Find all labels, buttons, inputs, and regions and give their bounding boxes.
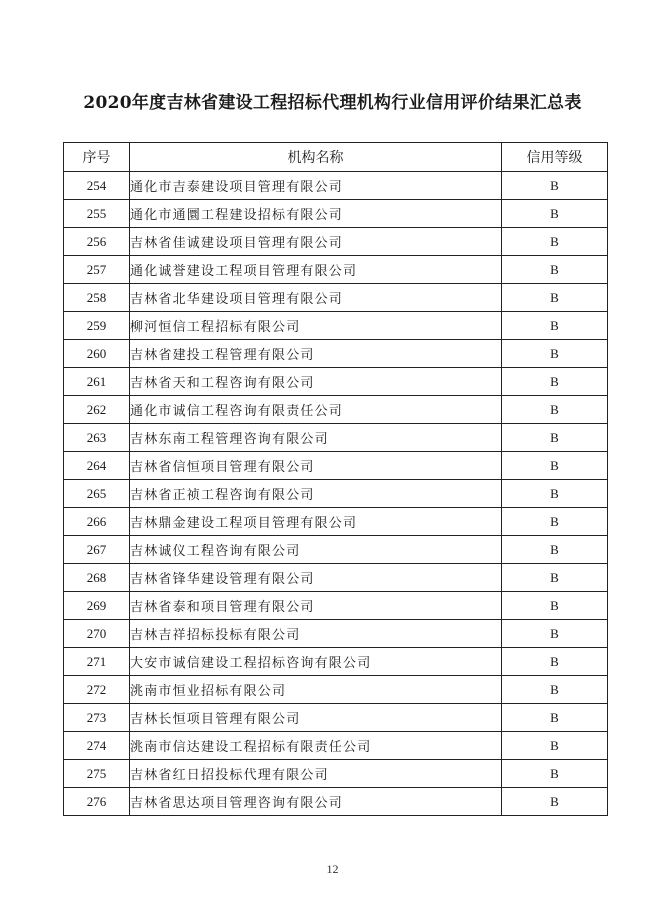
table-row: [64, 396, 608, 424]
organization-name-cell: 吉林长恒项目管理有限公司: [130, 704, 502, 732]
credit-grade-cell: B: [502, 424, 608, 452]
table-row: [64, 424, 608, 452]
organization-name-cell: 吉林省佳诚建设项目管理有限公司: [130, 228, 502, 256]
credit-grade-cell: B: [502, 760, 608, 788]
table-row: [64, 172, 608, 200]
serial-number-cell: 263: [64, 424, 130, 452]
credit-grade-cell: B: [502, 452, 608, 480]
serial-number-cell: 261: [64, 368, 130, 396]
serial-number-cell: 271: [64, 648, 130, 676]
serial-number-cell: 257: [64, 256, 130, 284]
serial-number-cell: 274: [64, 732, 130, 760]
header-credit-grade: 信用等级: [502, 143, 608, 172]
organization-name-cell: 洮南市信达建设工程招标有限责任公司: [130, 732, 502, 760]
organization-name-cell: 吉林省建投工程管理有限公司: [130, 340, 502, 368]
credit-grade-cell: B: [502, 648, 608, 676]
serial-number-cell: 262: [64, 396, 130, 424]
credit-grade-cell: B: [502, 564, 608, 592]
serial-number-cell: 267: [64, 536, 130, 564]
serial-number-cell: 266: [64, 508, 130, 536]
credit-grade-cell: B: [502, 508, 608, 536]
credit-grade-cell: B: [502, 536, 608, 564]
table-row: [64, 200, 608, 228]
organization-name-cell: 吉林省天和工程咨询有限公司: [130, 368, 502, 396]
table-row: [64, 536, 608, 564]
serial-number-cell: 259: [64, 312, 130, 340]
credit-grade-cell: B: [502, 368, 608, 396]
credit-rating-table: [63, 142, 608, 816]
credit-grade-cell: B: [502, 340, 608, 368]
serial-number-cell: 265: [64, 480, 130, 508]
credit-grade-cell: B: [502, 480, 608, 508]
organization-name-cell: 吉林东南工程管理咨询有限公司: [130, 424, 502, 452]
table-row: [64, 620, 608, 648]
organization-name-cell: 大安市诚信建设工程招标咨询有限公司: [130, 648, 502, 676]
document-title: 2020年度吉林省建设工程招标代理机构行业信用评价结果汇总表: [83, 93, 582, 113]
credit-grade-cell: B: [502, 256, 608, 284]
table-row: [64, 564, 608, 592]
table-row: [64, 368, 608, 396]
table-row: [64, 788, 608, 816]
credit-grade-cell: B: [502, 200, 608, 228]
organization-name-cell: 吉林鼎金建设工程项目管理有限公司: [130, 508, 502, 536]
table-row: [64, 256, 608, 284]
serial-number-cell: 270: [64, 620, 130, 648]
organization-name-cell: 通化诚誉建设工程项目管理有限公司: [130, 256, 502, 284]
serial-number-cell: 269: [64, 592, 130, 620]
organization-name-cell: 通化市吉泰建设项目管理有限公司: [130, 172, 502, 200]
organization-name-cell: 吉林省信恒项目管理有限公司: [130, 452, 502, 480]
table-row: [64, 704, 608, 732]
organization-name-cell: 吉林省泰和项目管理有限公司: [130, 592, 502, 620]
table-row: [64, 648, 608, 676]
organization-name-cell: 吉林省红日招投标代理有限公司: [130, 760, 502, 788]
credit-grade-cell: B: [502, 284, 608, 312]
table-row: [64, 452, 608, 480]
table-row: [64, 480, 608, 508]
serial-number-cell: 273: [64, 704, 130, 732]
table-row: [64, 676, 608, 704]
organization-name-cell: 吉林诚仪工程咨询有限公司: [130, 536, 502, 564]
serial-number-cell: 258: [64, 284, 130, 312]
table-row: [64, 592, 608, 620]
table-row: [64, 284, 608, 312]
credit-grade-cell: B: [502, 228, 608, 256]
organization-name-cell: 吉林省锋华建设管理有限公司: [130, 564, 502, 592]
table-row: [64, 228, 608, 256]
organization-name-cell: 通化市通圜工程建设招标有限公司: [130, 200, 502, 228]
table-row: [64, 340, 608, 368]
organization-name-cell: 通化市诚信工程咨询有限责任公司: [130, 396, 502, 424]
serial-number-cell: 272: [64, 676, 130, 704]
credit-grade-cell: B: [502, 312, 608, 340]
table-row: [64, 760, 608, 788]
header-organization-name: 机构名称: [130, 143, 502, 172]
organization-name-cell: 吉林省正祯工程咨询有限公司: [130, 480, 502, 508]
credit-grade-cell: B: [502, 704, 608, 732]
table-row: [64, 508, 608, 536]
credit-grade-cell: B: [502, 620, 608, 648]
serial-number-cell: 268: [64, 564, 130, 592]
serial-number-cell: 275: [64, 760, 130, 788]
table-row: [64, 732, 608, 760]
credit-grade-cell: B: [502, 592, 608, 620]
credit-grade-cell: B: [502, 396, 608, 424]
serial-number-cell: 254: [64, 172, 130, 200]
organization-name-cell: 吉林省思达项目管理咨询有限公司: [130, 788, 502, 816]
serial-number-cell: 264: [64, 452, 130, 480]
serial-number-cell: 255: [64, 200, 130, 228]
table-header-row: [64, 143, 608, 172]
credit-grade-cell: B: [502, 788, 608, 816]
serial-number-cell: 276: [64, 788, 130, 816]
organization-name-cell: 洮南市恒业招标有限公司: [130, 676, 502, 704]
credit-grade-cell: B: [502, 172, 608, 200]
organization-name-cell: 吉林省北华建设项目管理有限公司: [130, 284, 502, 312]
organization-name-cell: 柳河恒信工程招标有限公司: [130, 312, 502, 340]
credit-grade-cell: B: [502, 732, 608, 760]
header-serial-number: 序号: [64, 143, 130, 172]
organization-name-cell: 吉林吉祥招标投标有限公司: [130, 620, 502, 648]
credit-grade-cell: B: [502, 676, 608, 704]
serial-number-cell: 260: [64, 340, 130, 368]
page-number: 12: [326, 862, 339, 876]
table-row: [64, 312, 608, 340]
serial-number-cell: 256: [64, 228, 130, 256]
